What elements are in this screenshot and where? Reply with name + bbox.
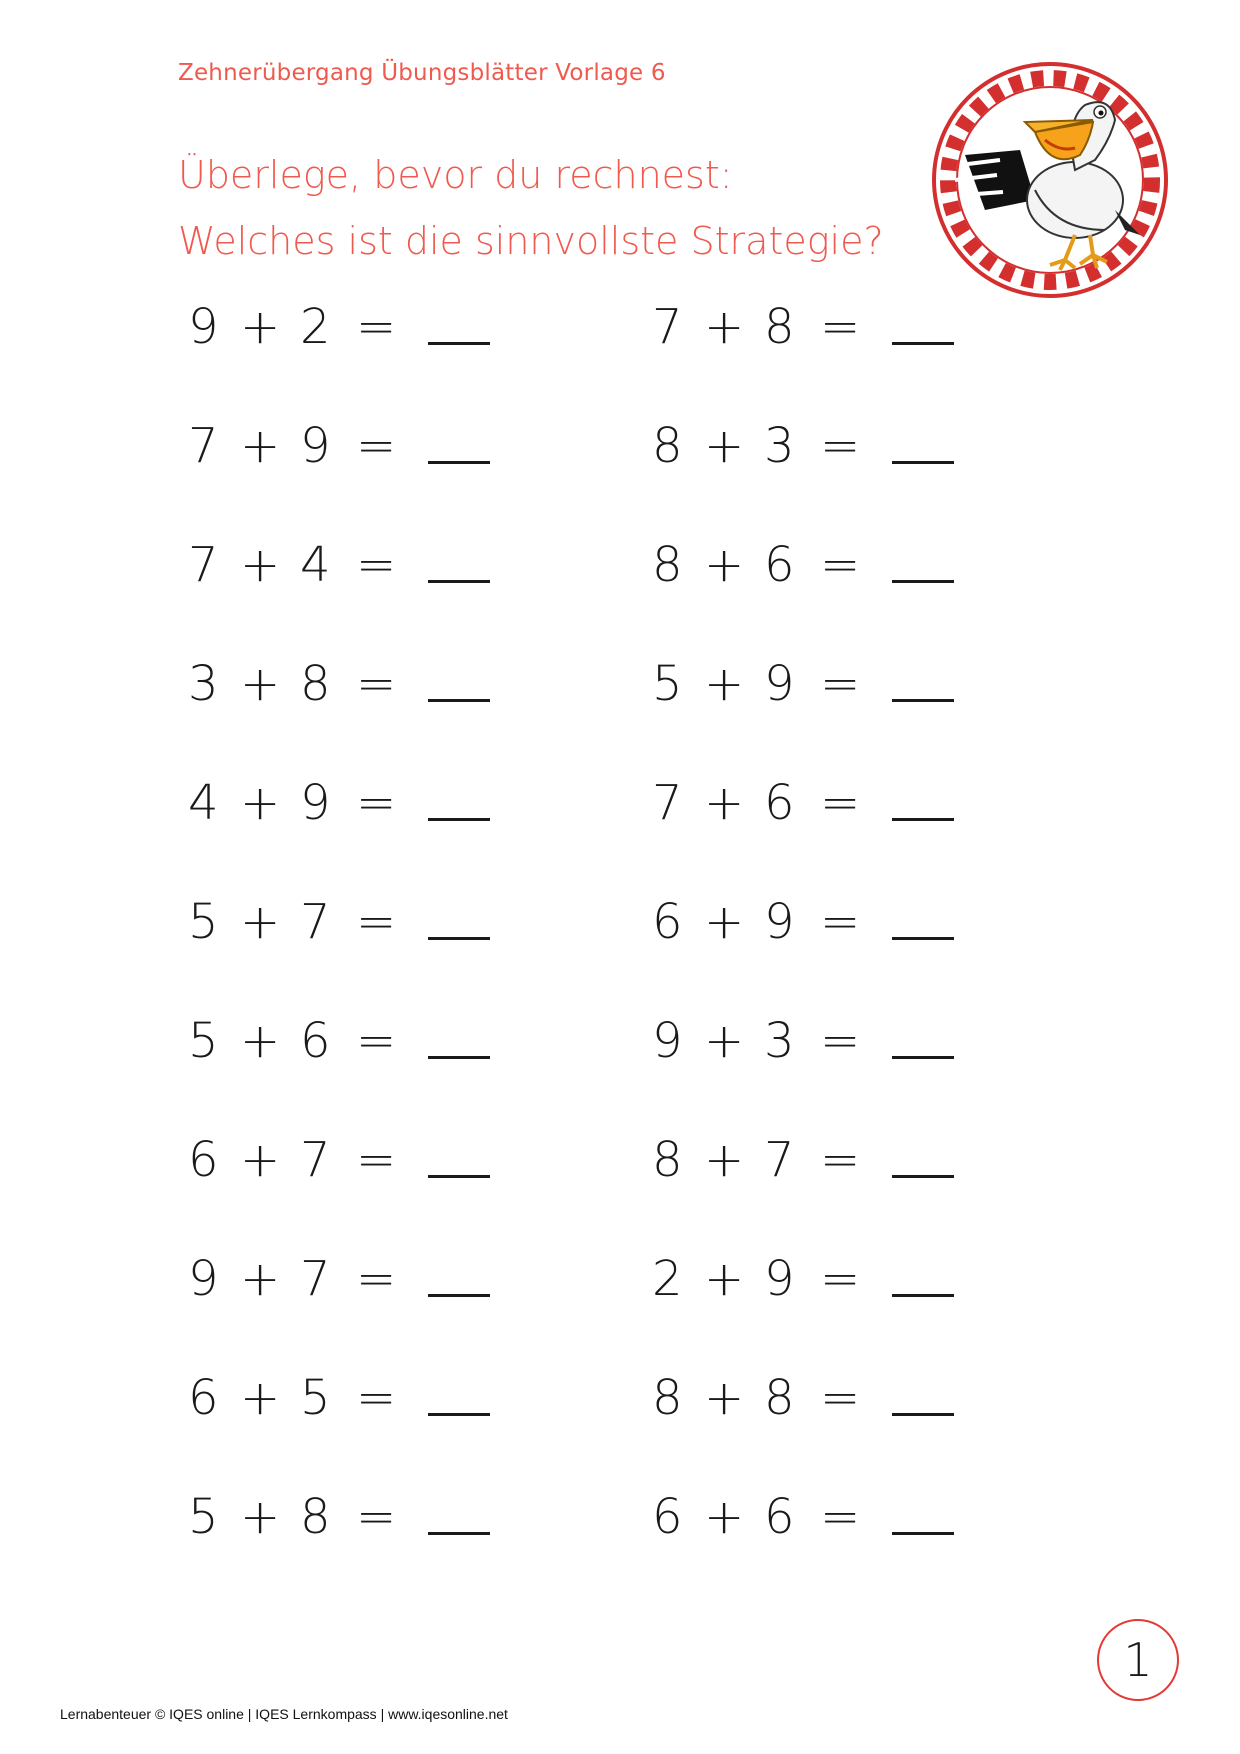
- plus-sign: +: [240, 656, 281, 712]
- answer-blank[interactable]: [892, 411, 954, 464]
- first-addend: 8: [652, 418, 683, 474]
- equals-sign: =: [356, 1013, 397, 1069]
- first-addend: 5: [188, 1013, 219, 1069]
- equals-sign: =: [820, 894, 861, 950]
- equals-sign: =: [820, 1132, 861, 1188]
- plus-sign: +: [704, 418, 745, 474]
- first-addend: 8: [652, 1132, 683, 1188]
- equals-sign: =: [356, 299, 397, 355]
- second-addend: 3: [764, 1013, 795, 1069]
- answer-blank[interactable]: [892, 1244, 954, 1297]
- equals-sign: =: [820, 299, 861, 355]
- second-addend: 6: [764, 775, 795, 831]
- first-addend: 9: [188, 299, 219, 355]
- second-addend: 7: [300, 894, 331, 950]
- plus-sign: +: [240, 894, 281, 950]
- equals-sign: =: [820, 418, 861, 474]
- equals-sign: =: [356, 775, 397, 831]
- first-addend: 8: [652, 1370, 683, 1426]
- second-addend: 7: [764, 1132, 795, 1188]
- first-addend: 7: [652, 299, 683, 355]
- answer-blank[interactable]: [892, 1363, 954, 1416]
- second-addend: 9: [764, 656, 795, 712]
- plus-sign: +: [240, 1132, 281, 1188]
- first-addend: 6: [652, 1489, 683, 1545]
- second-addend: 6: [300, 1013, 331, 1069]
- equals-sign: =: [356, 418, 397, 474]
- equals-sign: =: [356, 1370, 397, 1426]
- plus-sign: +: [704, 1251, 745, 1307]
- pelican-icon: [925, 60, 1175, 300]
- second-addend: 8: [764, 1370, 795, 1426]
- first-addend: 7: [188, 537, 219, 593]
- second-addend: 8: [300, 656, 331, 712]
- first-addend: 8: [652, 537, 683, 593]
- equals-sign: =: [820, 1370, 861, 1426]
- answer-blank[interactable]: [892, 649, 954, 702]
- first-addend: 6: [652, 894, 683, 950]
- second-addend: 9: [300, 418, 331, 474]
- first-addend: 9: [652, 1013, 683, 1069]
- first-addend: 9: [188, 1251, 219, 1307]
- answer-blank[interactable]: [428, 530, 490, 583]
- equals-sign: =: [356, 656, 397, 712]
- second-addend: 5: [300, 1370, 331, 1426]
- answer-blank[interactable]: [428, 887, 490, 940]
- equals-sign: =: [820, 537, 861, 593]
- equals-sign: =: [356, 1489, 397, 1545]
- first-addend: 4: [188, 775, 219, 831]
- plus-sign: +: [240, 537, 281, 593]
- first-addend: 7: [188, 418, 219, 474]
- second-addend: 7: [300, 1132, 331, 1188]
- equals-sign: =: [356, 894, 397, 950]
- answer-blank[interactable]: [428, 649, 490, 702]
- second-addend: 7: [300, 1251, 331, 1307]
- plus-sign: +: [240, 1489, 281, 1545]
- answer-blank[interactable]: [428, 1482, 490, 1535]
- equals-sign: =: [820, 1013, 861, 1069]
- first-addend: 5: [188, 1489, 219, 1545]
- plus-sign: +: [704, 656, 745, 712]
- equals-sign: =: [820, 656, 861, 712]
- plus-sign: +: [240, 1013, 281, 1069]
- plus-sign: +: [704, 1132, 745, 1188]
- answer-blank[interactable]: [892, 887, 954, 940]
- first-addend: 7: [652, 775, 683, 831]
- plus-sign: +: [240, 1370, 281, 1426]
- answer-blank[interactable]: [428, 1125, 490, 1178]
- plus-sign: +: [704, 1489, 745, 1545]
- second-addend: 2: [300, 299, 331, 355]
- plus-sign: +: [240, 775, 281, 831]
- plus-sign: +: [240, 418, 281, 474]
- equals-sign: =: [356, 537, 397, 593]
- first-addend: 3: [188, 656, 219, 712]
- answer-blank[interactable]: [892, 530, 954, 583]
- answer-blank[interactable]: [892, 1482, 954, 1535]
- plus-sign: +: [240, 299, 281, 355]
- instruction-line-1: Überlege, bevor du rechnest:: [178, 153, 733, 197]
- answer-blank[interactable]: [428, 411, 490, 464]
- first-addend: 5: [652, 656, 683, 712]
- first-addend: 5: [188, 894, 219, 950]
- second-addend: 9: [764, 1251, 795, 1307]
- page-number-badge: 1: [1097, 1619, 1179, 1701]
- plus-sign: +: [704, 299, 745, 355]
- plus-sign: +: [704, 1013, 745, 1069]
- equals-sign: =: [820, 1489, 861, 1545]
- first-addend: 6: [188, 1370, 219, 1426]
- answer-blank[interactable]: [428, 292, 490, 345]
- equals-sign: =: [356, 1132, 397, 1188]
- second-addend: 9: [300, 775, 331, 831]
- answer-blank[interactable]: [428, 1244, 490, 1297]
- instruction-line-2: Welches ist die sinnvollste Strategie?: [178, 219, 884, 263]
- instruction-heading: [178, 142, 884, 274]
- plus-sign: +: [704, 1370, 745, 1426]
- answer-blank[interactable]: [428, 1006, 490, 1059]
- first-addend: 2: [652, 1251, 683, 1307]
- second-addend: 6: [764, 537, 795, 593]
- second-addend: 8: [300, 1489, 331, 1545]
- answer-blank[interactable]: [892, 1125, 954, 1178]
- equals-sign: =: [356, 1251, 397, 1307]
- footer-credit: Lernabenteuer © IQES online | IQES Lernkompass | www.iqesonline.net: [60, 1706, 508, 1722]
- plus-sign: +: [704, 894, 745, 950]
- equals-sign: =: [820, 1251, 861, 1307]
- answer-blank[interactable]: [428, 1363, 490, 1416]
- answer-blank[interactable]: [892, 1006, 954, 1059]
- answer-blank[interactable]: [892, 768, 954, 821]
- equals-sign: =: [820, 775, 861, 831]
- plus-sign: +: [240, 1251, 281, 1307]
- plus-sign: +: [704, 775, 745, 831]
- second-addend: 8: [764, 299, 795, 355]
- plus-sign: +: [704, 537, 745, 593]
- second-addend: 9: [764, 894, 795, 950]
- second-addend: 3: [764, 418, 795, 474]
- second-addend: 4: [300, 537, 331, 593]
- second-addend: 6: [764, 1489, 795, 1545]
- answer-blank[interactable]: [892, 292, 954, 345]
- answer-blank[interactable]: [428, 768, 490, 821]
- worksheet-subtitle: Zehnerübergang Übungsblätter Vorlage 6: [178, 60, 666, 86]
- first-addend: 6: [188, 1132, 219, 1188]
